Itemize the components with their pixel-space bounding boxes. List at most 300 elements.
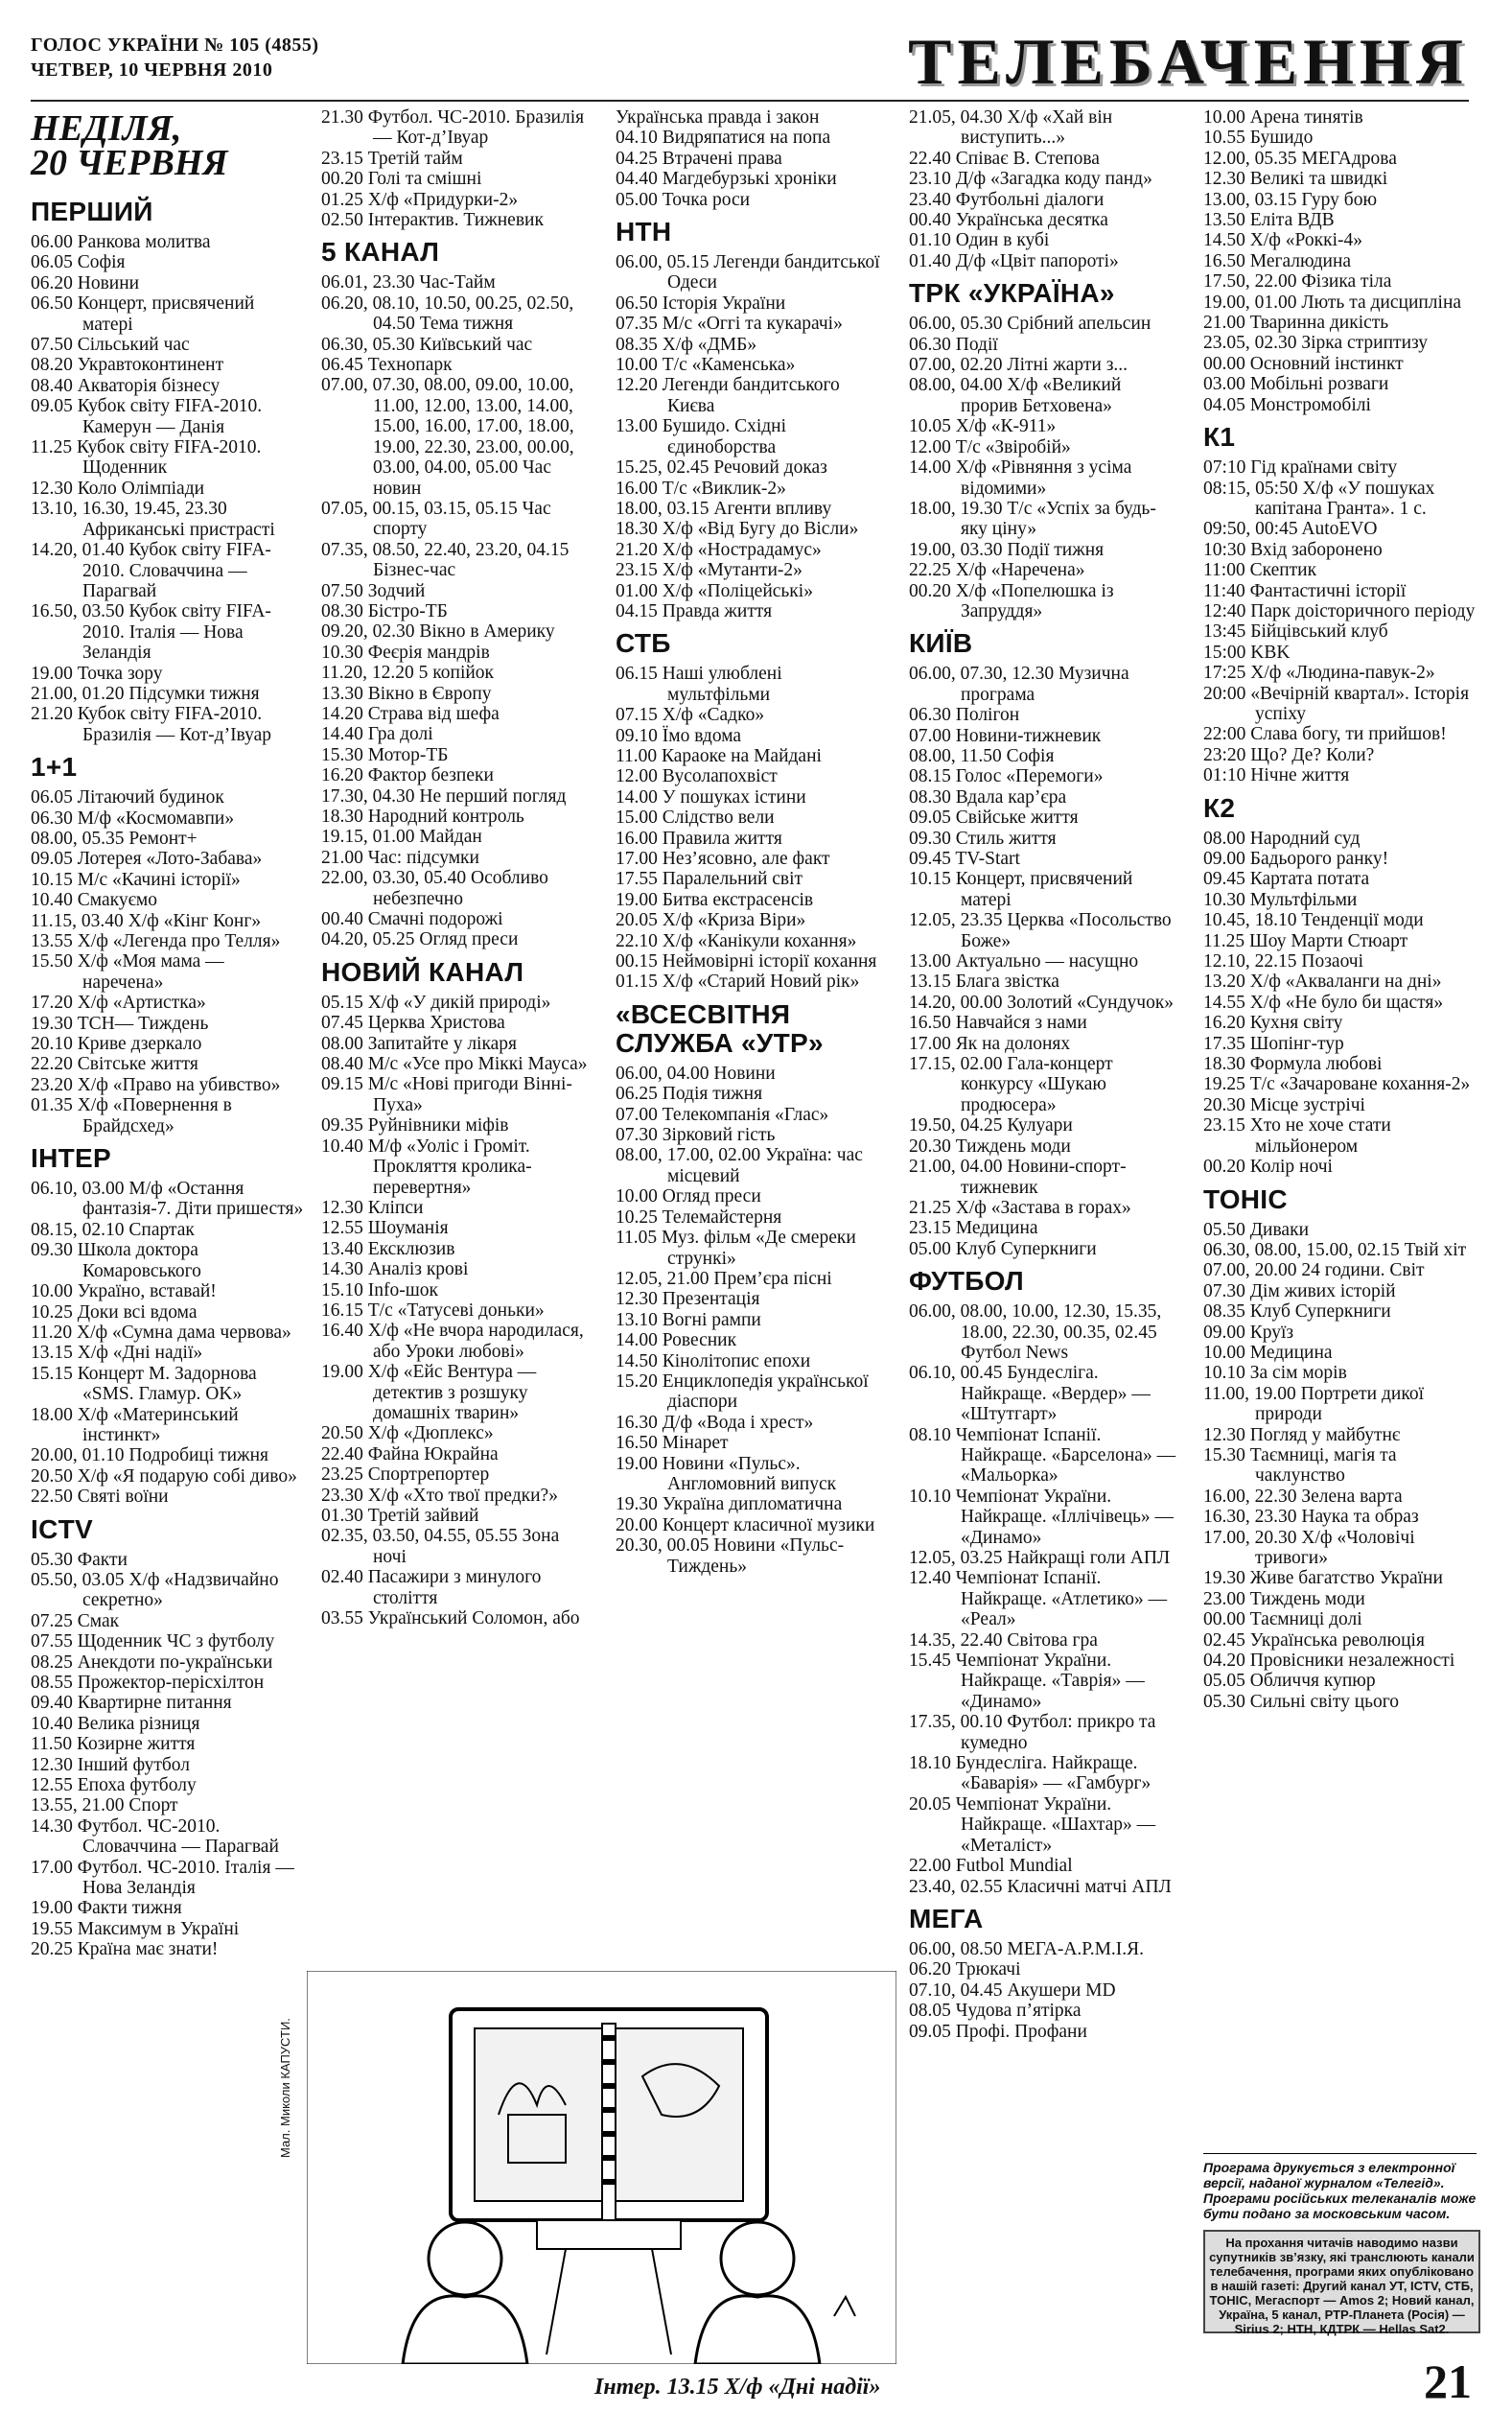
program-entry: 19.50, 04.25 Кулуари [909,1115,1073,1136]
program-entry: 04.05 Монстромобілі [1203,394,1371,415]
program-entry: 11.00, 19.00 Портрети дикої природи [1203,1383,1424,1425]
program-entry: 10:30 Вхід заборонено [1203,539,1383,560]
program-entry: 13.10 Вогні рампи [616,1309,761,1330]
program-entry: 12:40 Парк доісторичного періоду [1203,600,1476,621]
program-entry: 06.00, 04.00 Новини [616,1063,776,1084]
program-entry: 14.00 Ровесник [616,1330,737,1351]
program-entry: 03.00 Мобільні розваги [1203,374,1389,395]
program-entry: 10.15 Концерт, присвячений матері [909,869,1133,910]
program-entry: 19.30 Живе багатство України [1203,1568,1443,1589]
program-entry: 08.40 Акваторія бізнесу [31,375,221,396]
program-entry: 16.20 Фактор безпеки [321,765,494,786]
program-entry: 21.20 Кубок світу FIFA-2010. Бразилія — Кот-д’Івуар [31,704,271,745]
program-entry: 04.25 Втрачені права [616,148,782,169]
program-entry: 16.50 Мінарет [616,1433,729,1454]
program-entry: 09:50, 00:45 AutoEVO [1203,519,1378,540]
program-entry: 12.10, 22.15 Позаочі [1203,951,1364,972]
program-entry: 08:15, 05:50 Х/ф «У пошуках капітана Гранта». 1 с. [1203,478,1435,519]
program-entry: 09.05 Профі. Профани [909,2021,1087,2042]
program-entry: 20.30 Тиждень моди [909,1136,1071,1157]
program-entry: 07.35 М/с «Оггі та кукарачі» [616,314,843,335]
program-entry: 21.20 Х/ф «Нострадамус» [616,539,822,560]
channel-heading: КИЇВ [909,628,973,659]
program-entry: 09.45 TV-Start [909,849,1020,869]
program-entry: 20.00, 01.10 Подробиці тижня [31,1445,268,1466]
program-entry: 20.25 Країна має знати! [31,1939,219,1960]
program-entry: 07.00, 20.00 24 години. Світ [1203,1260,1425,1281]
program-entry: 01.30 Третій зайвий [321,1506,479,1526]
program-entry: 10.10 За сім морів [1203,1363,1347,1384]
program-entry: 11.20, 12.20 5 копійок [321,663,495,684]
program-entry: 08.35 Х/ф «ДМБ» [616,334,757,355]
program-entry: 16.00, 22.30 Зелена варта [1203,1486,1403,1507]
program-entry: 10.00 Україно, вставай! [31,1281,217,1302]
program-entry: 08.15, 02.10 Спартак [31,1219,195,1240]
program-entry: 07.55 Щоденник ЧС з футболу [31,1631,275,1652]
program-entry: 12.40 Чемпіонат Іспанії. Найкраще. «Атлетико» — «Реал» [909,1568,1168,1630]
program-entry: 09.00 Круїз [1203,1322,1294,1343]
program-entry: 19.30 ТСН— Тиждень [31,1013,209,1034]
day-heading-line: НЕДІЛЯ, [31,108,182,149]
program-entry: 01.40 Д/ф «Цвіт папороті» [909,250,1119,271]
program-entry: Українська правда і закон [616,107,820,128]
program-entry: 14.50 Х/ф «Роккі-4» [1203,230,1362,251]
section-title: ТЕЛЕБАЧЕННЯ [908,25,1469,98]
program-entry: 06.00, 08.50 МЕГА-А.Р.М.І.Я. [909,1938,1145,1959]
program-entry: 15:00 KBK [1203,642,1291,663]
program-entry: 07.45 Церква Христова [321,1013,505,1034]
program-entry: 02.40 Пасажири з минулого століття [321,1567,542,1608]
schedule-column-2 [321,107,594,1628]
program-entry: 15.10 Info-шок [321,1279,438,1300]
program-entry: 09.35 Руйнівники міфів [321,1115,509,1136]
channel-heading: К1 [1203,422,1236,453]
program-entry: 20.50 Х/ф «Я подарую собі диво» [31,1465,297,1487]
channel-heading: К2 [1203,792,1236,823]
program-entry: 01.35 Х/ф «Повернення в Брайдсхед» [31,1095,232,1136]
program-entry: 12.05, 23.35 Церква «Посольство Боже» [909,910,1172,951]
program-entry: 18.00, 19.30 Т/с «Успіх за будь-яку ціну» [909,498,1156,540]
program-entry: 17.20 Х/ф «Артистка» [31,993,206,1014]
program-entry: 18.10 Бундесліга. Найкраще. «Баварія» — «Гамбург» [909,1753,1151,1794]
program-entry: 06.30 М/ф «Космомавпи» [31,808,235,829]
program-entry: 23.40 Футбольні діалоги [909,189,1105,210]
program-entry: 09.40 Квартирне питання [31,1693,232,1714]
channel-heading: ТРК «УКРАЇНА» [909,278,1115,309]
program-entry: 20:00 «Вечірній квартал». Історія успіху [1203,683,1470,724]
day-heading-line: 20 ЧЕРВНЯ [31,143,228,183]
program-entry: 10.45, 18.10 Тенденції моди [1203,910,1424,931]
program-entry: 16.30 Д/ф «Вода і хрест» [616,1412,814,1433]
program-entry: 17.30, 04.30 Не перший погляд [321,785,567,807]
program-entry: 21.00 Тваринна дикість [1203,313,1389,334]
program-entry: 19.25 Т/с «Зачароване кохання-2» [1203,1074,1471,1095]
program-entry: 14.35, 22.40 Світова гра [909,1629,1098,1651]
program-entry: 23.40, 02.55 Класичні матчі АПЛ [909,1876,1172,1897]
program-entry: 09.05 Кубок світу FIFA-2010. Камерун — Данія [31,396,263,437]
program-entry: 19.15, 01.00 Майдан [321,827,482,848]
program-entry: 19.00, 03.30 Події тижня [909,539,1105,560]
program-entry: 06.45 Технопарк [321,355,453,376]
program-entry: 23.20 Х/ф «Право на убивство» [31,1074,281,1095]
program-entry: 06.20 Трюкачі [909,1959,1021,1980]
program-entry: 09.30 Школа доктора Комаровського [31,1240,201,1281]
program-entry: 08.40 М/с «Усе про Міккі Мауса» [321,1054,588,1075]
program-entry: 06.00, 08.00, 10.00, 12.30, 15.35, 18.00, 22.30, 00.35, 02.45 Футбол News [909,1301,1162,1363]
program-entry: 06.30 Полігон [909,705,1020,726]
program-entry: 13.00 Актуально — насущно [909,951,1139,972]
program-entry: 16.15 Т/с «Татусеві доньки» [321,1300,545,1321]
header-rule [31,100,1469,102]
program-entry: 14.00 Х/ф «Рівняння з усіма відомими» [909,457,1132,499]
program-entry: 08.00, 11.50 Софія [909,745,1055,766]
masthead [31,25,1469,98]
program-entry: 06.05 Софія [31,252,126,273]
channel-heading: НОВИЙ КАНАЛ [321,956,524,987]
program-entry: 06.10, 03.00 М/ф «Остання фантазія-7. Діти пришестя» [31,1179,304,1220]
program-entry: 12.00 Т/с «Звіробій» [909,436,1071,457]
program-entry: 23.00 Тиждень моди [1203,1588,1365,1609]
program-entry: 16.30, 23.30 Наука та образ [1203,1507,1419,1528]
program-entry: 20.50 Х/ф «Дюплекс» [321,1423,494,1444]
program-entry: 19.30 Україна дипломатична [616,1494,843,1515]
program-entry: 06.01, 23.30 Час-Тайм [321,272,496,293]
program-entry: 15.20 Енциклопедія української діаспори [616,1370,869,1413]
program-entry: 00.40 Українська десятка [909,210,1108,231]
program-entry: 22:00 Слава богу, ти прийшов! [1203,724,1447,745]
program-entry: 00.40 Смачні подорожі [321,909,503,930]
program-entry: 21.25 Х/ф «Застава в горах» [909,1197,1131,1218]
program-entry: 10.55 Бушидо [1203,128,1314,149]
schedule-column-3 [616,107,889,1577]
program-entry: 22.20 Світське життя [31,1054,198,1075]
program-entry: 07.00, 07.30, 08.00, 09.00, 10.00, 11.00, 12.00, 13.00, 14.00, 15.00, 16.00, 17.00, 18.00, 19.00, 22.30, 23.00, 00.00, 03.00, 04.00, 05.00 Час новин [321,375,574,499]
program-entry: 11.50 Козирне життя [31,1734,196,1755]
program-entry: 12.30 Погляд у майбутнє [1203,1424,1401,1445]
program-entry: 05.30 Сильні світу цього [1203,1691,1400,1712]
program-entry: 23.15 Х/ф «Мутанти-2» [616,560,803,581]
footer-highlight: Інтер. 13.15 Х/ф «Дні надії» [594,2375,881,2400]
program-entry: 21.30 Футбол. ЧС-2010. Бразилія — Кот-д’Івуар [321,107,585,149]
program-entry: 05.50, 03.05 Х/ф «Надзвичайно секретно» [31,1569,279,1611]
program-entry: 11.00 Караоке на Майдані [616,745,822,766]
program-entry: 22.00 Futbol Mundial [909,1856,1073,1877]
program-entry: 15.30 Таємниці, магія та чаклунство [1203,1444,1397,1487]
program-entry: 11.25 Кубок світу FIFA-2010. Щоденник [31,437,262,479]
program-entry: 23:20 Що? Де? Коли? [1203,744,1375,765]
schedule-column-1 [31,107,304,1960]
program-entry: 17.35, 00.10 Футбол: прикро та кумедно [909,1712,1156,1753]
program-entry: 05.30 Факти [31,1549,128,1570]
program-entry: 06.30, 08.00, 15.00, 02.15 Твій хіт [1203,1239,1467,1260]
program-entry: 22.25 Х/ф «Наречена» [909,560,1085,581]
program-entry: 06.05 Літаючий будинок [31,787,224,808]
program-entry: 16.20 Кухня світу [1203,1013,1343,1034]
channel-heading: ТОНІС [1203,1183,1288,1214]
program-entry: 07.00, 02.20 Літні жарти з... [909,355,1128,376]
program-entry: 13.00 Бушидо. Східні єдиноборства [616,416,787,457]
program-entry: 07.10, 04.45 Акушери MD [909,1979,1116,2001]
program-entry: 08.00, 05.35 Ремонт+ [31,828,198,849]
program-entry: 06.30 Події [909,334,998,355]
program-entry: 17.00, 20.30 Х/ф «Чоловічі тривоги» [1203,1527,1415,1568]
program-entry: 12.30 Коло Олімпіади [31,478,205,499]
program-entry: 03.55 Український Соломон, або [321,1608,580,1629]
program-entry: 17.00 Як на долонях [909,1033,1071,1054]
program-entry: 04.10 Видряпатися на попа [616,128,831,149]
program-entry: 14.20 Страва від шефа [321,703,500,724]
program-entry: 11.15, 03.40 Х/ф «Кінг Конг» [31,910,262,931]
program-entry: 13.00, 03.15 Гуру бою [1203,189,1378,210]
program-entry: 12.05, 21.00 Прем’єра пісні [616,1268,832,1289]
program-entry: 06.25 Подія тижня [616,1084,763,1105]
program-entry: 13.15 Блага звістка [909,972,1059,993]
program-entry: 11.05 Муз. фільм «Де смереки стрункі» [616,1228,856,1269]
program-entry: 18.00, 03.15 Агенти впливу [616,498,832,519]
program-entry: 08.05 Чудова п’ятірка [909,2001,1082,2022]
channel-heading: ФУТБОЛ [909,1266,1025,1297]
program-entry: 00.20 Колір ночі [1203,1157,1333,1178]
program-entry: 16.50 Навчайся з нами [909,1013,1087,1034]
program-entry: 08.55 Прожектор-перісхілтон [31,1673,265,1693]
program-entry: 10.00 Медицина [1203,1342,1333,1363]
program-entry: 00.20 Голі та смішні [321,169,482,190]
program-entry: 16.40 Х/ф «Не вчора народилася, або Уроки любові» [321,1321,584,1362]
schedule-column-4 [909,107,1182,2042]
program-entry: 10.00 Огляд преси [616,1186,761,1207]
program-entry: 02.45 Українська революція [1203,1629,1425,1651]
channel-heading: ІНТЕР [31,1143,111,1174]
channel-heading: 1+1 [31,752,78,783]
program-entry: 06.00 Ранкова молитва [31,232,211,252]
program-entry: 13:45 Бійцівський клуб [1203,621,1388,643]
program-entry: 19.00 Факти тижня [31,1898,182,1919]
channel-heading: 5 КАНАЛ [321,237,440,268]
program-entry: 05.00 Клуб Суперкниги [909,1238,1097,1259]
program-entry: 01:10 Нічне життя [1203,765,1350,786]
program-entry: 08.00 Народний суд [1203,828,1361,849]
program-entry: 10.30 Мультфільми [1203,889,1358,910]
program-entry: 01.25 Х/ф «Придурки-2» [321,189,519,210]
program-entry: 10.40 М/ф «Уоліс і Громіт. Прокляття кролика-перевертня» [321,1136,532,1198]
channel-heading: МЕГА [909,1903,984,1933]
program-entry: 15.15 Концерт М. Задорнова «SMS. Гламур. OK» [31,1363,257,1405]
program-entry: 06.20, 08.10, 10.50, 00.25, 02.50, 04.50 Тема тижня [321,293,574,335]
program-entry: 21.00, 01.20 Підсумки тижня [31,683,260,704]
program-entry: 19.00 Точка зору [31,663,163,684]
channel-heading: ПЕРШИЙ [31,197,153,226]
cartoon-credit: Мал. Миколи КАПУСТИ. [278,2018,292,2158]
program-entry: 11:00 Скептик [1203,560,1317,581]
program-entry: 14.30 Аналіз крові [321,1259,469,1280]
program-entry: 04.20 Провісники незалежності [1203,1651,1455,1672]
program-entry: 14.30 Футбол. ЧС-2010. Словаччина — Парагвай [31,1815,279,1858]
program-entry: 22.00, 03.30, 05.40 Особливо небезпечно [321,868,548,909]
program-entry: 12.55 Епоха футболу [31,1775,197,1796]
program-entry: 12.30 Презентація [616,1289,760,1310]
program-entry: 14.55 Х/ф «Не було би щастя» [1203,992,1444,1013]
program-entry: 08.25 Анекдоти по-українськи [31,1651,273,1673]
program-entry: 04.40 Магдебурзькі хроніки [616,169,837,190]
program-entry: 17.00 Футбол. ЧС-2010. Італія — Нова Зеландія [31,1857,294,1899]
program-entry: 02.35, 03.50, 04.55, 05.55 Зона ночі [321,1526,560,1567]
program-entry: 19.55 Максимум в Україні [31,1918,240,1939]
program-entry: 10.25 Телемайстерня [616,1206,782,1228]
program-entry: 14.20, 01.40 Кубок світу FIFA-2010. Словаччина — Парагвай [31,540,271,601]
channel-heading: ICTV [31,1513,93,1544]
program-entry: 22.40 Співає В. Степова [909,148,1100,169]
program-entry: 22.40 Файна Юкрайна [321,1443,499,1464]
program-entry: 17:25 Х/ф «Людина-павук-2» [1203,663,1435,684]
program-entry: 07.30 Дім живих історій [1203,1280,1396,1301]
program-entry: 18.30 Народний контроль [321,807,524,827]
program-entry: 23.05, 02.30 Зірка стриптизу [1203,333,1429,354]
program-entry: 17.35 Шопінг-тур [1203,1033,1344,1054]
program-entry: 14.50 Кінолітопис епохи [616,1350,811,1371]
program-entry: 06.50 Концерт, присвячений матері [31,293,255,335]
program-entry: 05.50 Диваки [1203,1219,1310,1240]
program-entry: 09.05 Свійське життя [909,808,1079,829]
channel-heading: «ВСЕСВІТНЯ СЛУЖБА «УТР» [616,998,824,1058]
page-number: 21 [1424,2354,1472,2408]
program-entry: 12.55 Шоуманія [321,1218,449,1239]
program-entry: 04.20, 05.25 Огляд преси [321,929,519,950]
program-entry: 10.40 Смакуємо [31,890,158,911]
program-entry: 06.00, 05.15 Легенди бандитської Одеси [616,252,880,293]
program-entry: 12.30 Великі та швидкі [1203,169,1388,190]
program-entry: 09.30 Стиль життя [909,828,1057,849]
program-entry: 14.00 У пошуках істини [616,786,806,808]
program-entry: 23.25 Спортрепортер [321,1464,490,1486]
program-entry: 10.40 Велика різниця [31,1713,200,1734]
program-entry: 23.15 Хто не хоче стати мільйонером [1203,1115,1391,1157]
program-entry: 20.00 Концерт класичної музики [616,1514,875,1535]
program-entry: 08.00 Запитайте у лікаря [321,1033,518,1054]
program-entry: 10.10 Чемпіонат України. Найкраще. «Іллічівець» — «Динамо» [909,1486,1175,1548]
program-entry: 20.05 Х/ф «Криза Віри» [616,910,806,931]
program-entry: 08.30 Вдала кар’єра [909,786,1067,808]
program-entry: 09.10 Їмо вдома [616,725,742,746]
program-entry: 11.25 Шоу Марти Стюарт [1203,930,1408,951]
channel-heading: СТБ [616,628,671,659]
program-entry: 05.00 Точка роси [616,189,751,210]
program-entry: 20.10 Криве дзеркало [31,1034,202,1055]
program-entry: 09.45 Картата потата [1203,869,1370,890]
program-entry: 10.30 Феєрія мандрів [321,642,490,663]
program-entry: 01.15 Х/ф «Старий Новий рік» [616,972,860,993]
program-entry: 05.05 Обличчя купюр [1203,1671,1376,1692]
program-entry: 08.30 Бістро-ТБ [321,600,448,621]
program-entry: 17.50, 22.00 Фізика тіла [1203,271,1392,293]
program-entry: 21.00, 04.00 Новини-спорт-тижневик [909,1157,1127,1198]
program-entry: 15.00 Слідство вели [616,808,775,829]
program-entry: 06.00, 05.30 Срібний апельсин [909,314,1151,335]
program-entry: 07.15 Х/ф «Садко» [616,705,765,726]
program-entry: 08.00, 17.00, 02.00 Україна: час місцевий [616,1145,863,1186]
satellite-info-box: На прохання читачів наводимо назви супутників зв’язку, які транслюють канали телебачення, програми яких опубліковано в нашій газеті: Другий канал УТ, ICTV, СТБ, ТОНІС, Мегаспорт — Amos 2; Новий канал, Україна, 5 канал, РТР-Планета (Росія) — Sirius 2; НТН, КДТРК — Hellas Sat2. [1203,2230,1480,2333]
program-entry: 19.00 Битва екстрасенсів [616,889,814,910]
program-entry: 16.00 Правила життя [616,828,782,849]
program-entry: 17.15, 02.00 Гала-концерт конкурсу «Шукаю продюсера» [909,1054,1113,1115]
program-entry: 07.05, 00.15, 03.15, 05.15 Час спорту [321,498,551,540]
program-entry: 09.00 Бадьорого ранку! [1203,849,1389,869]
program-entry: 06.50 Історія України [616,293,786,314]
program-entry: 12.30 Інший футбол [31,1754,191,1775]
program-entry: 08.15 Голос «Перемоги» [909,766,1104,787]
program-entry: 14.40 Гра долі [321,724,433,745]
program-entry: 12.30 Кліпси [321,1197,424,1218]
program-entry: 16.00 Т/с «Виклик-2» [616,478,786,499]
program-entry: 20.05 Чемпіонат України. Найкраще. «Шахтар» — «Металіст» [909,1793,1156,1856]
program-entry: 10.15 М/с «Качині історії» [31,869,241,890]
program-entry: 21.00 Час: підсумки [321,847,479,868]
program-entry: 07.00 Новини-тижневик [909,725,1102,746]
program-entry: 09.05 Лотерея «Лото-Забава» [31,849,263,870]
program-entry: 07.50 Зодчий [321,580,426,601]
program-entry: 07.25 Смак [31,1610,120,1631]
newspaper-name: ГОЛОС УКРАЇНИ № 105 (4855) [31,35,319,56]
program-entry: 06.20 Новини [31,272,140,293]
program-entry: 14.20, 00.00 Золотий «Сундучок» [909,992,1175,1013]
program-entry: 12.00 Вусолапохвіст [616,766,778,787]
program-entry: 00.00 Таємниці долі [1203,1609,1362,1630]
program-entry: 12.05, 03.25 Найкращі голи АПЛ [909,1548,1171,1568]
program-entry: 11.20 Х/ф «Сумна дама червова» [31,1322,291,1343]
channel-heading: НТН [616,217,672,247]
program-entry: 12.20 Легенди бандитського Києва [616,375,840,416]
program-entry: 06.15 Наші улюблені мультфільми [616,664,782,705]
program-entry: 07.35, 08.50, 22.40, 23.20, 04.15 Бізнес-час [321,539,570,581]
program-entry: 13.15 Х/ф «Дні надії» [31,1343,203,1364]
program-source-note: Програма друкується з електронної версії, наданої журналом «Телегід». Програми російських телеканалів може бути подано за московським часом. [1203,2153,1477,2221]
program-entry: 22.10 Х/ф «Канікули кохання» [616,930,857,951]
program-entry: 18.30 Х/ф «Від Бугу до Вісли» [616,519,859,540]
program-entry: 10.05 Х/ф «К-911» [909,416,1057,437]
program-entry: 08.00, 04.00 Х/ф «Великий прорив Бетховена» [909,375,1122,416]
issue-date: ЧЕТВЕР, 10 ЧЕРВНЯ 2010 [31,59,273,81]
program-entry: 06.00, 07.30, 12.30 Музична програма [909,664,1129,705]
program-entry: 08.10 Чемпіонат Іспанії. Найкраще. «Барселона» — «Мальорка» [909,1424,1176,1487]
program-entry: 02.50 Інтерактив. Тижневик [321,210,544,231]
program-entry: 16.50, 03.50 Кубок світу FIFA-2010. Італія — Нова Зеландія [31,601,271,664]
program-entry: 19.00 Х/ф «Ейс Вентура — детектив з розшуку домашніх тварин» [321,1362,537,1423]
program-entry: 16.50 Мегалюдина [1203,250,1352,271]
program-entry: 23.15 Третій тайм [321,148,463,169]
program-entry: 21.05, 04.30 Х/ф «Хай він виступить...» [909,107,1113,149]
program-entry: 10.00 Т/с «Каменська» [616,355,796,376]
program-entry: 09.15 М/с «Нові пригоди Вінні-Пуха» [321,1074,572,1115]
schedule-column-5 [1203,107,1477,1712]
program-entry: 13.40 Ексклюзив [321,1238,455,1259]
program-entry: 22.50 Святі воїни [31,1487,169,1508]
program-entry: 20.30, 00.05 Новини «Пульс-Тиждень» [616,1535,845,1577]
program-entry: 01.00 Х/ф «Поліцейські» [616,580,813,601]
program-entry: 13.50 Еліта ВДВ [1203,210,1335,231]
program-entry: 07:10 Гід країнами світу [1203,457,1398,479]
program-entry: 23.15 Медицина [909,1218,1038,1239]
program-entry: 15.25, 02.45 Речовий доказ [616,457,827,479]
program-entry: 07.00 Телекомпанія «Глас» [616,1104,829,1125]
program-entry: 10.25 Доки всі вдома [31,1301,198,1323]
program-entry: 01.10 Один в кубі [909,230,1050,251]
program-entry: 05.15 Х/ф «У дикій природі» [321,992,551,1013]
program-entry: 18.30 Формула любові [1203,1054,1383,1075]
program-entry: 08.35 Клуб Суперкниги [1203,1301,1391,1323]
masthead-issue [31,33,319,82]
program-entry: 13.55 Х/ф «Легенда про Телля» [31,931,281,951]
program-entry: 15.50 Х/ф «Моя мама — наречена» [31,951,224,993]
program-entry: 20.30 Місце зустрічі [1203,1094,1365,1115]
